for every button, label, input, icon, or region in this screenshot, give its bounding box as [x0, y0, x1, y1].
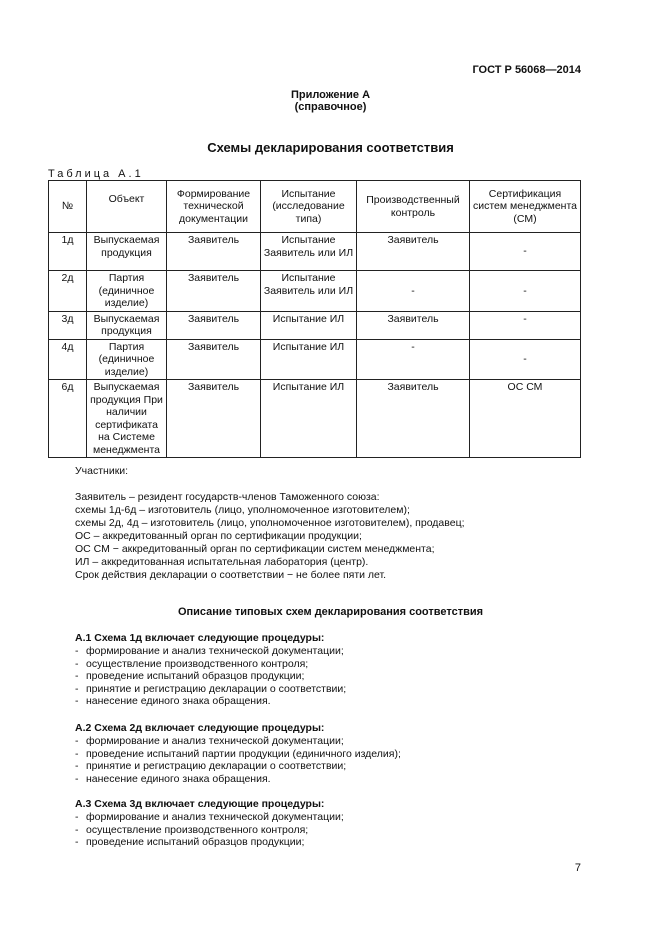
list-item: - формирование и анализ технической документации; — [75, 811, 344, 824]
list-item: - осуществление производственного контроля; — [75, 824, 344, 837]
cell-production-control: Заявитель — [357, 380, 470, 458]
cell-certification: ОС СМ — [470, 380, 581, 458]
cell-object: Выпускаемая продукция При наличии сертификата на Системе менеджмента — [87, 380, 167, 458]
page-number: 7 — [574, 862, 581, 874]
cell-documentation: Заявитель — [167, 233, 261, 271]
annex-subtitle: (справочное) — [294, 101, 367, 113]
cell-object: Выпускаемая продукция — [87, 311, 167, 339]
cell-number: 2д — [49, 271, 87, 312]
participants-line: ИЛ – аккредитованная испытательная лаборатория (центр). — [75, 556, 369, 568]
cell-object: Партия (единичное изделие) — [87, 339, 167, 380]
cell-object: Партия (единичное изделие) — [87, 271, 167, 312]
cell-certification: - — [470, 271, 581, 312]
cell-documentation: Заявитель — [167, 311, 261, 339]
standard-header: ГОСТ Р 56068—2014 — [472, 64, 581, 76]
cell-number: 3д — [49, 311, 87, 339]
scheme-2-list — [75, 735, 401, 785]
cell-number: 1д — [49, 233, 87, 271]
participants-line: Заявитель – резидент государств-членов Таможенного союза: — [75, 491, 380, 503]
cell-testing: Испытание ИЛ — [261, 339, 357, 380]
cell-number: 4д — [49, 339, 87, 380]
cell-production-control: - — [357, 339, 470, 380]
cell-testing: Испытание Заявитель или ИЛ — [261, 271, 357, 312]
cell-documentation: Заявитель — [167, 380, 261, 458]
list-item: - принятие и регистрацию декларации о соответствии; — [75, 683, 346, 696]
table-row — [49, 271, 581, 312]
cell-testing: Испытание ИЛ — [261, 380, 357, 458]
table-row — [49, 380, 581, 458]
validity-note: Срок действия декларации о соответствии − не более пяти лет. — [75, 569, 387, 581]
cell-production-control: Заявитель — [357, 233, 470, 271]
scheme-3-title: А.3 Схема 3д включает следующие процедуры: — [75, 798, 325, 810]
col-header-testing: Испытание (исследование типа) — [261, 181, 357, 233]
participants-line: ОС – аккредитованный орган по сертификации продукции; — [75, 530, 362, 542]
list-item: - нанесение единого знака обращения. — [75, 773, 401, 786]
scheme-3-list — [75, 811, 344, 849]
cell-certification: - — [470, 233, 581, 271]
list-item: - осуществление производственного контроля; — [75, 658, 346, 671]
table-row — [49, 311, 581, 339]
table-row — [49, 233, 581, 271]
cell-number: 6д — [49, 380, 87, 458]
participants-line: ОС СМ − аккредитованный орган по сертификации систем менеджмента; — [75, 543, 435, 555]
cell-object: Выпускаемая продукция — [87, 233, 167, 271]
participants-heading: Участники: — [75, 465, 129, 477]
col-header-object: Объект — [87, 181, 167, 233]
description-title: Описание типовых схем декларирования соответствия — [177, 606, 484, 618]
cell-testing: Испытание Заявитель или ИЛ — [261, 233, 357, 271]
col-header-certification: Сертификация систем менеджмента (СМ) — [470, 181, 581, 233]
participants-line: схемы 1д-6д – изготовитель (лицо, уполномоченное изготовителем); — [75, 504, 410, 516]
table-row — [49, 339, 581, 380]
scheme-1-title: А.1 Схема 1д включает следующие процедуры: — [75, 632, 325, 644]
cell-production-control: - — [357, 271, 470, 312]
cell-documentation: Заявитель — [167, 271, 261, 312]
list-item: - проведение испытаний образцов продукции; — [75, 670, 346, 683]
col-header-production-control: Производственный контроль — [357, 181, 470, 233]
list-item: - формирование и анализ технической документации; — [75, 735, 401, 748]
list-item: - нанесение единого знака обращения. — [75, 695, 346, 708]
table-label: Таблица А.1 — [48, 168, 144, 180]
col-header-documentation: Формирование технической документации — [167, 181, 261, 233]
scheme-2-title: А.2 Схема 2д включает следующие процедуры: — [75, 722, 325, 734]
table-header-row — [49, 181, 581, 233]
list-item: - проведение испытаний образцов продукции; — [75, 836, 344, 849]
cell-certification: - — [470, 311, 581, 339]
annex-title: Приложение А — [290, 89, 371, 101]
participants-line: схемы 2д, 4д – изготовитель (лицо, уполномоченное изготовителем), продавец; — [75, 517, 465, 529]
list-item: - формирование и анализ технической документации; — [75, 645, 346, 658]
cell-production-control: Заявитель — [357, 311, 470, 339]
schemes-table — [48, 180, 581, 458]
main-title: Схемы декларирования соответствия — [207, 140, 454, 155]
cell-testing: Испытание ИЛ — [261, 311, 357, 339]
cell-certification: - — [470, 339, 581, 380]
list-item: - принятие и регистрацию декларации о соответствии; — [75, 760, 401, 773]
col-header-number: № — [49, 181, 87, 233]
scheme-1-list — [75, 645, 346, 708]
list-item: - проведение испытаний партии продукции (единичного изделия); — [75, 748, 401, 761]
cell-documentation: Заявитель — [167, 339, 261, 380]
